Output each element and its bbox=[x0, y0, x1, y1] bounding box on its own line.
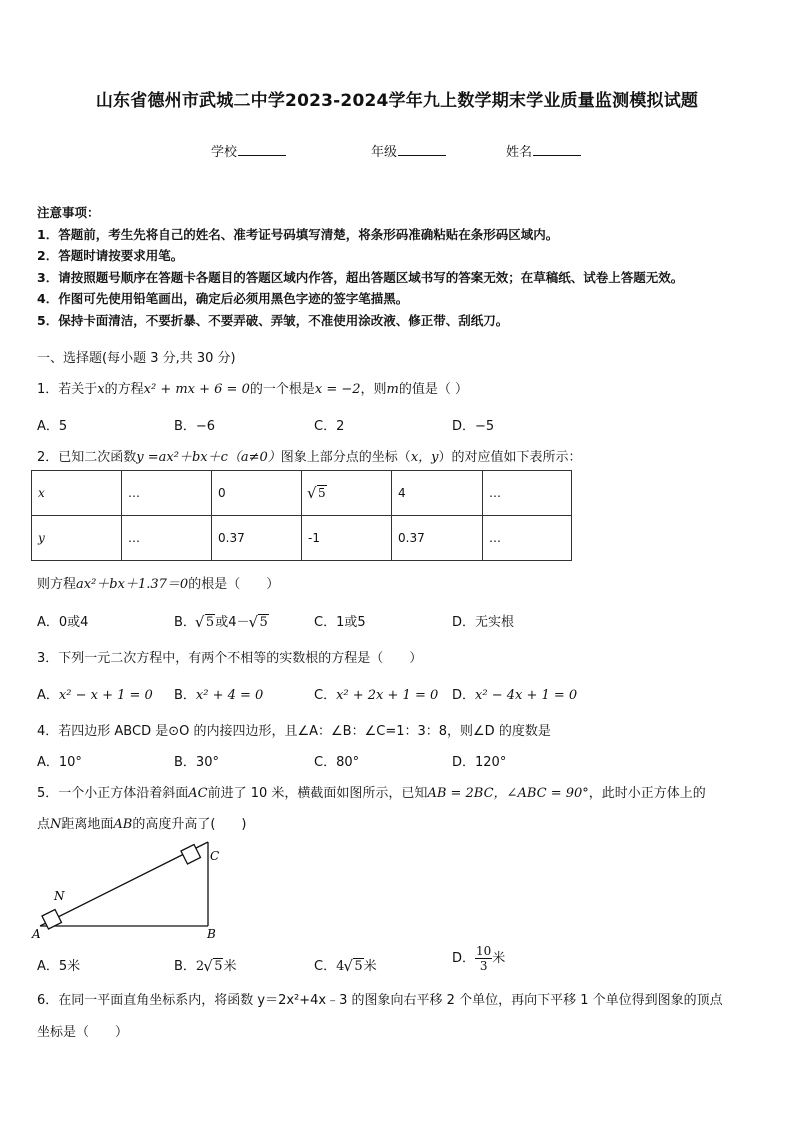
school-field bbox=[211, 141, 286, 160]
option-label: D． bbox=[452, 688, 476, 703]
denominator: 3 bbox=[479, 959, 488, 973]
table-cell bbox=[302, 471, 392, 516]
q5-option-b bbox=[174, 955, 237, 974]
question-5-line-1 bbox=[37, 782, 706, 801]
q2-xy: x，y bbox=[410, 450, 439, 465]
label-b: B bbox=[207, 927, 216, 941]
q5-option-d bbox=[452, 944, 505, 973]
option-label: C． bbox=[314, 959, 337, 974]
coefficient: 2 bbox=[195, 959, 205, 974]
option-equation: x² + 2x + 1 = 0 bbox=[336, 688, 439, 703]
incline-figure bbox=[30, 838, 230, 942]
q2-option-b bbox=[174, 611, 269, 630]
table-cell: -1 bbox=[302, 516, 392, 561]
table-cell: y bbox=[32, 516, 122, 561]
q1-option-b: B．−6 bbox=[174, 419, 216, 434]
radicand: 5 bbox=[214, 959, 223, 974]
question-2 bbox=[37, 446, 582, 465]
q4-option-c: C．80° bbox=[314, 755, 360, 770]
notice-item: 4．作图可先使用铅笔画出，确定后必须用黑色字迹的签字笔描黑。 bbox=[37, 291, 409, 306]
q5-condition: AB = 2BC，∠ABC = 90° bbox=[427, 786, 589, 801]
name-blank bbox=[533, 143, 581, 156]
radicand: 5 bbox=[318, 486, 326, 500]
q2-text: 2．已知二次函数 bbox=[37, 450, 137, 465]
q5-text: 点 bbox=[37, 817, 51, 832]
radicand: 5 bbox=[259, 615, 268, 630]
q1-root: x = −2 bbox=[314, 382, 361, 397]
label-a: A bbox=[32, 927, 41, 941]
sqrt-five bbox=[344, 959, 363, 974]
coefficient: 4 bbox=[336, 959, 345, 974]
q1-option-a: A．5 bbox=[37, 419, 68, 434]
q1-var-m: m bbox=[386, 382, 399, 397]
q4-option-a: A．10° bbox=[37, 755, 82, 770]
q4-option-d: D．120° bbox=[452, 755, 507, 770]
school-label: 学校 bbox=[211, 145, 238, 160]
grade-field bbox=[371, 141, 446, 160]
table-cell: … bbox=[483, 516, 572, 561]
q5-ac: AC bbox=[188, 786, 208, 801]
q1-text: 1．若关于 bbox=[37, 382, 98, 397]
option-label: A． bbox=[37, 688, 59, 703]
q4-option-b: B．30° bbox=[174, 755, 219, 770]
q5-text: 5．一个小正方体沿着斜面 bbox=[37, 786, 189, 801]
question-5-line-2 bbox=[37, 813, 247, 832]
table-cell: 4 bbox=[392, 471, 483, 516]
question-6-line-2: 坐标是（ ） bbox=[37, 1025, 129, 1040]
option-label: B． bbox=[174, 688, 196, 703]
q1-text: 的值是（ ） bbox=[398, 382, 469, 397]
option-label: C． bbox=[314, 688, 337, 703]
unit: 米 bbox=[223, 959, 237, 974]
label-n: N bbox=[54, 889, 65, 903]
q5-option-c bbox=[314, 955, 377, 974]
q5-text: 距离地面 bbox=[61, 817, 114, 832]
table-cell: x bbox=[32, 471, 122, 516]
q2-equation: ax²＋bx＋1.37＝0 bbox=[76, 577, 189, 592]
q1-option-c: C．2 bbox=[314, 419, 345, 434]
option-equation: x² − x + 1 = 0 bbox=[58, 688, 153, 703]
q2-text: 则方程 bbox=[37, 577, 77, 592]
name-label: 姓名 bbox=[506, 145, 533, 160]
sqrt-five bbox=[196, 615, 215, 630]
q2-text: ）的对应值如下表所示： bbox=[438, 450, 582, 465]
table-cell: 0 bbox=[212, 471, 302, 516]
q2-option-a: A．0或4 bbox=[37, 615, 89, 630]
unit: 米 bbox=[363, 959, 377, 974]
notice-item: 3．请按照题号顺序在答题卡各题目的答题区域内作答，超出答题区域书写的答案无效；在草稿纸、试卷上答题无效。 bbox=[37, 269, 684, 285]
q5-ab: AB bbox=[113, 817, 133, 832]
q5-text: ，此时小正方体上的 bbox=[588, 786, 706, 801]
notice-heading: 注意事项： bbox=[37, 205, 100, 220]
grade-label: 年级 bbox=[371, 145, 398, 160]
q1-option-d: D．−5 bbox=[452, 419, 495, 434]
numerator: 10 bbox=[476, 944, 492, 958]
q1-text: ，则 bbox=[360, 382, 387, 397]
option-text: 或4－ bbox=[215, 615, 250, 630]
option-equation: x² + 4 = 0 bbox=[195, 688, 264, 703]
grade-blank bbox=[398, 143, 446, 156]
q3-option-d bbox=[452, 684, 577, 703]
table-cell: 0.37 bbox=[392, 516, 483, 561]
sqrt-five bbox=[308, 486, 327, 500]
q5-text: 的高度升高了( ) bbox=[132, 817, 247, 832]
table-cell: … bbox=[122, 471, 212, 516]
notice-item: 2．答题时请按要求用笔。 bbox=[37, 248, 184, 263]
q2-text: 图象上部分点的坐标（ bbox=[280, 450, 411, 465]
radicand: 5 bbox=[354, 959, 363, 974]
table-row bbox=[32, 471, 572, 516]
option-label: B． bbox=[174, 959, 196, 974]
q1-text: 的方程 bbox=[104, 382, 144, 397]
school-blank bbox=[238, 143, 286, 156]
table-cell: … bbox=[483, 471, 572, 516]
q2-function: y =ax²＋bx＋c（a≠0） bbox=[136, 450, 281, 465]
table-cell: 0.37 bbox=[212, 516, 302, 561]
q1-text: 的一个根是 bbox=[249, 382, 315, 397]
question-4: 4．若四边形 ABCD 是⊙O 的内接四边形，且∠A：∠B：∠C=1：3：8，则∠D 的度数是 bbox=[37, 724, 551, 739]
question-6-line-1: 6．在同一平面直角坐标系内，将函数 y＝2x²+4x﹣3 的图象向右平移 2 个单位，再向下平移 1 个单位得到图象的顶点 bbox=[37, 993, 723, 1008]
q2-text: 的根是（ ） bbox=[188, 577, 280, 592]
label-c: C bbox=[210, 849, 220, 863]
radicand: 5 bbox=[205, 615, 215, 630]
question-3: 3．下列一元二次方程中，有两个不相等的实数根的方程是（ ） bbox=[37, 651, 423, 666]
q2-followup bbox=[37, 573, 279, 592]
option-label: D． bbox=[452, 951, 476, 966]
q3-option-a bbox=[37, 684, 153, 703]
sqrt-five bbox=[249, 615, 268, 630]
option-equation: x² − 4x + 1 = 0 bbox=[475, 688, 578, 703]
q1-var-x: x bbox=[97, 382, 105, 397]
unit: 米 bbox=[492, 951, 506, 966]
value-table bbox=[31, 470, 572, 561]
table-cell: … bbox=[122, 516, 212, 561]
question-1 bbox=[37, 378, 468, 397]
q3-option-c bbox=[314, 684, 438, 703]
notice-block bbox=[37, 202, 683, 331]
q1-equation: x² + mx + 6 = 0 bbox=[143, 382, 250, 397]
fraction bbox=[475, 944, 492, 973]
notice-item: 1．答题前，考生先将自己的姓名、准考证号码填写清楚，将条形码准确粘贴在条形码区域内。 bbox=[37, 226, 559, 242]
q5-n: N bbox=[50, 817, 62, 832]
sqrt-five bbox=[204, 959, 223, 974]
q2-option-c: C．1或5 bbox=[314, 615, 366, 630]
table-row bbox=[32, 516, 572, 561]
name-field bbox=[506, 141, 581, 160]
section-heading: 一、选择题(每小题 3 分,共 30 分) bbox=[37, 351, 236, 366]
option-label: B． bbox=[174, 615, 196, 630]
q2-option-d: D．无实根 bbox=[452, 615, 515, 630]
q5-option-a: A．5米 bbox=[37, 959, 81, 974]
notice-item: 5．保持卡面清洁，不要折暴、不要弄破、弄皱，不准使用涂改液、修正带、刮纸刀。 bbox=[37, 312, 509, 328]
q5-text: 前进了 10 米，横截面如图所示，已知 bbox=[207, 786, 428, 801]
page-title: 山东省德州市武城二中学2023-2024学年九上数学期末学业质量监测模拟试题 bbox=[95, 91, 699, 111]
q3-option-b bbox=[174, 684, 263, 703]
